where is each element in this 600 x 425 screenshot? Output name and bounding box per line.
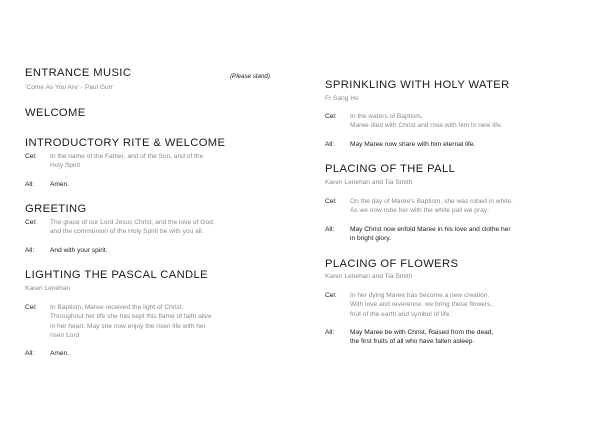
speaker-label: All: bbox=[325, 329, 335, 336]
sprinkling-heading: SPRINKLING WITH HOLY WATER bbox=[325, 79, 510, 91]
speaker-label: Cel: bbox=[25, 153, 37, 160]
sprinkling-subtitle: Fr Sang Ho bbox=[325, 95, 359, 102]
celebrant-text: On the day of Maree’s Baptism, she was robed in white. As we now robe her with the white pall we pray: bbox=[350, 198, 513, 215]
please-stand-note: (Please stand) bbox=[230, 73, 270, 80]
flowers-heading: PLACING OF FLOWERS bbox=[325, 258, 459, 270]
pall-heading: PLACING OF THE PALL bbox=[325, 163, 456, 175]
entrance-music-heading: ENTRANCE MUSIC bbox=[25, 67, 132, 79]
pascal-candle-heading: LIGHTING THE PASCAL CANDLE bbox=[25, 269, 209, 281]
speaker-label: All: bbox=[25, 181, 35, 188]
response-text: May Maree now share with him eternal life. bbox=[350, 141, 476, 148]
celebrant-text: In her dying Maree has become a new creation. With love and reverence, we bring these flowers, fruit of the earth and symbol of life. bbox=[350, 292, 493, 318]
response-text: May Christ now enfold Maree in his love and clothe her in bright glory. bbox=[350, 226, 511, 243]
celebrant-text: In the waters of Baptism, Maree died with Christ and rose with him to new life. bbox=[350, 113, 503, 130]
speaker-label: All: bbox=[25, 247, 35, 254]
speaker-label: All: bbox=[325, 226, 335, 233]
speaker-label: All: bbox=[325, 141, 335, 148]
speaker-label: All: bbox=[25, 350, 35, 357]
response-text: May Maree be with Christ, Raised from the dead, the first fruits of all who have fallen asleep. bbox=[350, 329, 494, 346]
response-text: Amen. bbox=[50, 181, 70, 188]
welcome-heading: WELCOME bbox=[25, 107, 86, 119]
response-text: And with your spirit. bbox=[50, 247, 108, 254]
response-text: Amen. bbox=[50, 350, 70, 357]
speaker-label: Cel: bbox=[25, 304, 37, 311]
celebrant-text: In the name of the Father, and of the Son, and of the Holy Spirit bbox=[50, 153, 204, 170]
speaker-label: Cel: bbox=[325, 113, 337, 120]
flowers-subtitle: Karen Lenehan and Tia Smith bbox=[325, 273, 413, 280]
celebrant-text: In Baptism, Maree received the light of Christ. Throughout her life she has kept this flame of faith alive in her heart. May she now enjoy the risen life with her risen Lord bbox=[50, 304, 212, 339]
speaker-label: Cel: bbox=[325, 292, 337, 299]
speaker-label: Cel: bbox=[25, 219, 37, 226]
entrance-music-subtitle: ‘Come As You Are’ - Paul Gurr bbox=[25, 84, 114, 91]
greeting-heading: GREETING bbox=[25, 203, 87, 215]
introductory-rite-heading: INTRODUCTORY RITE & WELCOME bbox=[25, 137, 226, 149]
pascal-candle-subtitle: Karen Lenehan bbox=[25, 285, 71, 292]
speaker-label: Cel: bbox=[325, 198, 337, 205]
pall-subtitle: Karen Lenehan and Tia Smith bbox=[325, 179, 413, 186]
celebrant-text: The grace of our Lord Jesus Christ, and the love of God, and the communion of the Holy Spirit be with you all. bbox=[50, 219, 215, 236]
